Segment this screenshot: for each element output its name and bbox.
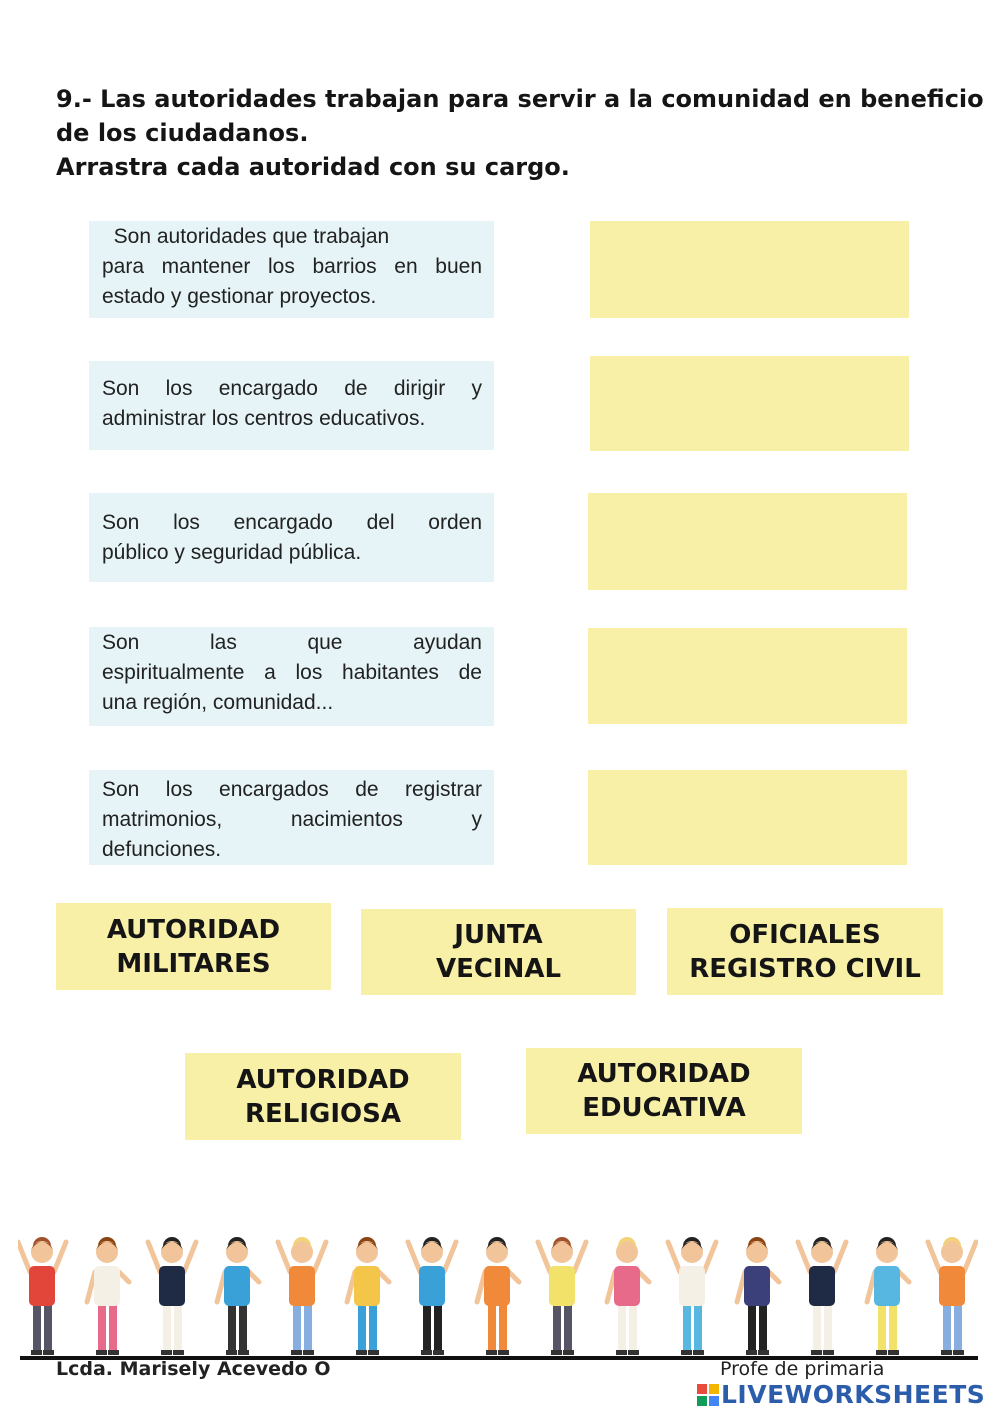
question-box-4 [89,627,494,726]
option-2-line-1: JUNTA [454,920,543,950]
drop-target-5[interactable] [588,770,907,865]
liveworksheets-brand [697,1382,985,1408]
child-figure [668,1237,716,1355]
question-4-line-2: espiritualmente a los habitantes de [102,661,482,684]
option-4-line-2: RELIGIOSA [244,1098,401,1129]
question-5-line-2: matrimonios, nacimientos y [102,808,482,831]
instructions-line-3: Arrastra cada autoridad con su cargo. [56,153,570,181]
question-2-line-2: administrar los centros educativos. [102,407,426,430]
child-figure [538,1237,586,1355]
child-figure [217,1237,259,1355]
question-box-2 [89,361,494,450]
option-1-line-1: AUTORIDAD [106,914,281,945]
children-group [18,1237,976,1355]
option-junta-vecinal[interactable] [361,909,636,995]
drop-target-3[interactable] [588,493,907,590]
child-figure [148,1237,196,1355]
option-4-line-1: AUTORIDAD [236,1064,410,1095]
question-box-1 [89,221,494,318]
option-autoridad-religiosa[interactable] [185,1053,461,1140]
question-5-line-1: Son los encargados de registrar [102,778,482,801]
option-3-line-2: REGISTRO CIVIL [689,953,921,984]
child-figure [18,1237,66,1355]
option-2-line-2: VECINAL [435,954,562,984]
child-figure [607,1237,649,1355]
option-autoridad-militares[interactable] [56,903,331,990]
question-2-line-1: Son los encargado de dirigir y [102,377,482,400]
liveworksheets-logo-icon [697,1384,719,1406]
drop-target-1[interactable] [590,221,909,318]
question-3-line-1: Son los encargado del orden [102,511,482,534]
child-figure [477,1237,519,1355]
child-figure [408,1237,456,1355]
instructions-line-2: de los ciudadanos. [56,119,309,147]
question-1-line-3: estado y gestionar proyectos. [102,285,377,308]
question-1-line-2: para mantener los barrios en buen [102,255,482,278]
child-figure [278,1237,326,1355]
child-figure [347,1237,389,1355]
question-1-line-1: Son autoridades que trabajan [102,225,390,248]
child-figure [928,1237,976,1355]
option-oficiales-registro-civil[interactable] [667,908,943,995]
question-box-3 [89,493,494,582]
instructions-line-1: 9.- Las autoridades trabajan para servir a la comunidad en beneficio [56,85,984,113]
option-5-line-2: EDUCATIVA [582,1093,746,1123]
question-box-5 [89,770,494,865]
drop-target-2[interactable] [590,356,909,451]
question-3-line-2: público y seguridad pública. [102,541,362,564]
question-4-line-1: Son las que ayudan [102,631,482,654]
option-autoridad-educativa[interactable] [526,1048,802,1134]
child-figure [798,1237,846,1355]
brand-text: LIVEWORKSHEETS [721,1380,986,1409]
drop-target-4[interactable] [588,628,907,724]
option-1-line-2: MILITARES [116,948,271,979]
children-illustration [18,1232,978,1358]
question-5-line-3: defunciones. [102,838,222,861]
author-name: Lcda. Marisely Acevedo O [56,1358,331,1380]
option-3-line-1: OFICIALES [729,919,881,950]
footer-subtitle: Profe de primaria [720,1358,885,1380]
instructions [56,82,984,184]
question-4-line-3: una región, comunidad... [102,691,334,714]
child-figure [737,1237,779,1355]
child-figure [867,1237,909,1355]
child-figure [87,1237,129,1355]
option-5-line-1: AUTORIDAD [577,1059,751,1089]
